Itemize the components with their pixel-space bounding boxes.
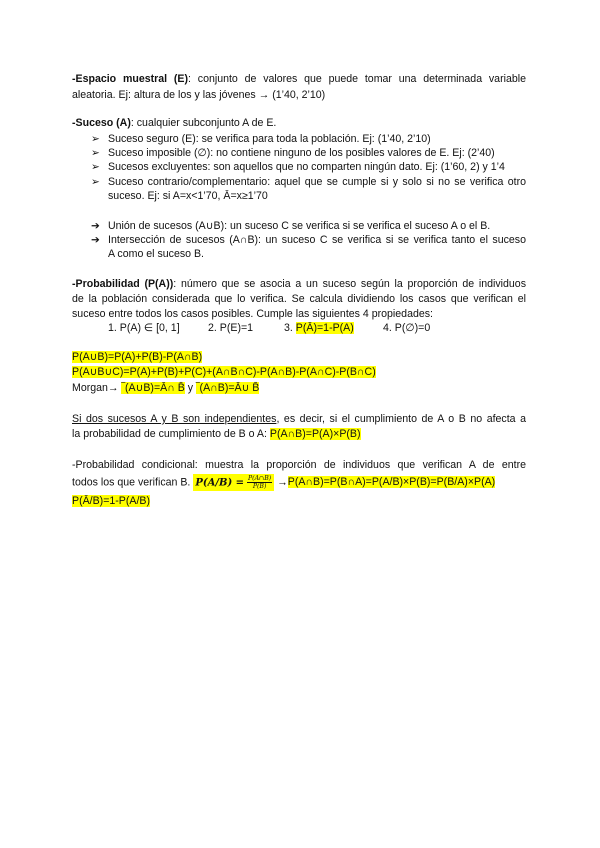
probabilidad-line2: de la población considerada que lo verifica. Se calcula dividiendo los casos que verifican el bbox=[72, 293, 526, 305]
condicional-line2-text: todos los que verifican B. bbox=[72, 476, 191, 489]
suceso-item-excluyentes: Sucesos excluyentes: son aquellos que no comparten ningún dato. Ej: (1’60, 2) y 1’4 bbox=[108, 161, 505, 173]
union-sucesos: Unión de sucesos (A∪B): un suceso C se verifica si se verifica el suceso A o el B. bbox=[108, 220, 491, 232]
suceso-item-contrario: Suceso contrario/complementario: aquel que se cumple si y solo si no se verifica otro bbox=[108, 176, 526, 188]
interseccion-sucesos-cont: A como el suceso B. bbox=[108, 248, 204, 260]
formula-union-tres-text: P(A∪B∪C)=P(A)+P(B)+P(C)+(A∩B∩C)-P(A∩B)-P(A∩C)-P(B∩C) bbox=[72, 366, 376, 378]
morgan-separator: y bbox=[187, 382, 194, 394]
probabilidad-def: : número que se asocia a un suceso según la proporción de individuos bbox=[173, 278, 526, 290]
arrow-bullet-icon: ➔ bbox=[91, 234, 100, 246]
propiedad-4: 4. P(∅)=0 bbox=[383, 322, 431, 334]
formula-union-tres bbox=[72, 365, 376, 379]
interseccion-sucesos: Intersección de sucesos (A∩B): un suceso C se verifica si se verifica tanto el suceso bbox=[108, 234, 526, 246]
espacio-muestral-line1 bbox=[72, 72, 526, 86]
suceso-item-seguro: Suceso seguro (E): se verifica para toda la población. Ej: (1’40, 2’10) bbox=[108, 133, 431, 145]
probabilidad-line1 bbox=[72, 277, 526, 291]
independientes-rest: , es decir, si el cumplimiento de A o B no afecta a bbox=[276, 413, 526, 425]
independientes-underlined: Si dos sucesos A y B son independientes bbox=[72, 413, 277, 425]
bullet-icon: ➢ bbox=[91, 161, 100, 173]
condicional-formula-lhs: P(A/B) = bbox=[195, 477, 245, 489]
suceso-item-imposible: Suceso imposible (∅): no contiene ninguno de los posibles valores de E. Ej: (2’40) bbox=[108, 147, 495, 159]
espacio-muestral-line2: aleatoria. Ej: altura de los y las jóvenes → (1’40, 2’10) bbox=[72, 89, 326, 101]
propiedad-3-number: 3. bbox=[284, 322, 293, 334]
propiedad-3-formula: P(Ā)=1-P(A) bbox=[295, 322, 354, 334]
morgan-formula-1: ‾(A∪B)=Ā∩ B̄ bbox=[121, 382, 185, 394]
probabilidad-line3: suceso entre todos los casos posibles. Cumple las siguientes 4 propiedades: bbox=[72, 308, 433, 320]
espacio-muestral-def: : conjunto de valores que puede tomar una determinada variable bbox=[188, 73, 526, 85]
independientes-line2-text: la probabilidad de cumplimiento de B o A: bbox=[72, 428, 267, 440]
morgan-laws bbox=[72, 381, 259, 395]
suceso-item-contrario-cont: suceso. Ej: si A=x<1’70, Ā=x≥1’70 bbox=[108, 190, 268, 202]
morgan-formula-2: ‾(A∩B)=Ā∪ B̄ bbox=[196, 382, 260, 394]
condicional-arrow: → bbox=[277, 476, 288, 489]
morgan-label: Morgan→ bbox=[72, 382, 119, 394]
formula-union-dos bbox=[72, 350, 202, 364]
suceso-def: : cualquier subconjunto A de E. bbox=[130, 117, 277, 129]
fraction-denominator: P(B) bbox=[252, 483, 267, 490]
suceso-heading bbox=[72, 116, 276, 130]
independientes-formula: P(A∩B)=P(A)×P(B) bbox=[269, 428, 361, 440]
bullet-icon: ➢ bbox=[91, 147, 100, 159]
bullet-icon: ➢ bbox=[91, 133, 100, 145]
arrow-bullet-icon: ➔ bbox=[91, 220, 100, 232]
condicional-line2 bbox=[72, 474, 495, 491]
formula-union-dos-text: P(A∪B)=P(A)+P(B)-P(A∩B) bbox=[72, 351, 203, 363]
condicional-line3 bbox=[72, 494, 150, 508]
condicional-formula-product: P(A∩B)=P(B∩A)=P(A/B)×P(B)=P(B/A)×P(A) bbox=[287, 476, 496, 489]
independientes-line2 bbox=[72, 427, 361, 441]
bullet-icon: ➢ bbox=[91, 176, 100, 188]
propiedad-3 bbox=[284, 321, 354, 335]
independientes-line1 bbox=[72, 412, 526, 426]
propiedad-1: 1. P(A) ∈ [0, 1] bbox=[108, 322, 180, 334]
espacio-muestral-term: -Espacio muestral (E) bbox=[72, 73, 189, 85]
suceso-term: -Suceso (A) bbox=[72, 117, 131, 129]
propiedad-2: 2. P(E)=1 bbox=[208, 322, 254, 334]
condicional-formula-fraction bbox=[193, 474, 274, 491]
probabilidad-term: -Probabilidad (P(A)) bbox=[72, 278, 174, 290]
condicional-fraction bbox=[247, 475, 272, 490]
condicional-line1: -Probabilidad condicional: muestra la proporción de individuos que verifican A de entre bbox=[72, 459, 526, 471]
fraction-numerator: P(A∩B) bbox=[248, 475, 272, 482]
condicional-formula-complement: P(Ā/B)=1-P(A/B) bbox=[72, 495, 150, 507]
